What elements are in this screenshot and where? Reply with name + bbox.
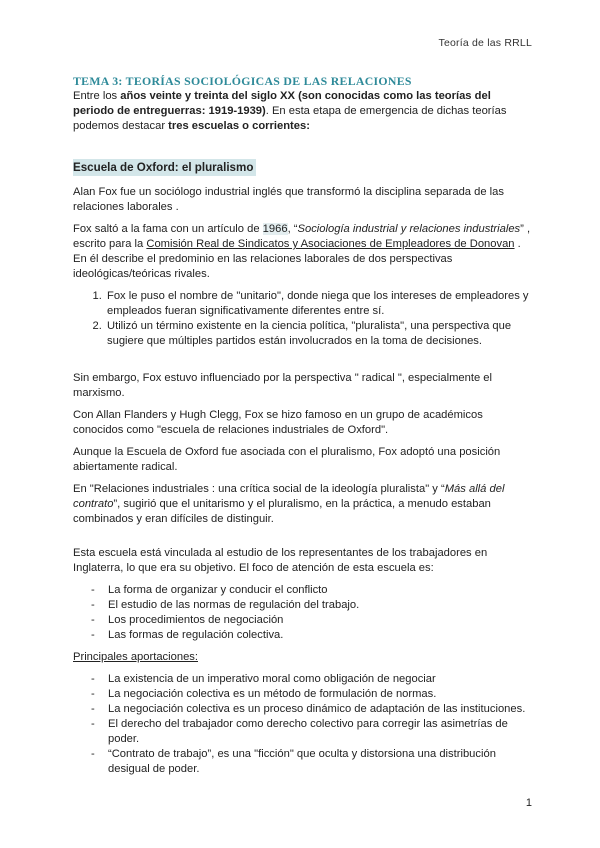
contributions-heading: Principales aportaciones: <box>73 651 198 663</box>
intro-bold-1: años veinte y treinta del siglo XX (son conocidas como las teorías del periodo de entreguerras: 1919-1939) <box>73 90 491 117</box>
text: , “ <box>287 223 298 235</box>
article-title: Sociología industrial y relaciones industriales <box>297 223 521 235</box>
paragraph-fox-intro: Alan Fox fue un sociólogo industrial inglés que transformó la disciplina separada de las relaciones laborales . <box>73 186 504 213</box>
intro-paragraph <box>73 89 531 134</box>
paragraph-works <box>73 482 531 527</box>
spacer <box>73 534 531 546</box>
focus-list <box>73 583 531 643</box>
text: Fox saltó a la fama con un artículo de <box>73 223 263 235</box>
list-item: - La negociación colectiva es un método de formulación de normas. <box>91 687 531 702</box>
contributions-list <box>73 672 531 777</box>
numbered-list <box>73 289 531 349</box>
text: ” , escrito para la <box>73 223 531 250</box>
section-heading-oxford: Escuela de Oxford: el pluralismo <box>73 159 256 176</box>
list-item: - Las formas de regulación colectiva. <box>91 628 531 643</box>
text: En "Relaciones industriales : una crítica social de la ideología pluralista" y “ <box>73 483 445 495</box>
list-item: - La negociación colectiva es un proceso dinámico de adaptación de las instituciones. <box>91 702 531 717</box>
list-item: 2. Utilizó un término existente en la ciencia política, "pluralista", una perspectiva que sugiere que múltiples partidos están involucrados en la toma de decisiones. <box>105 319 531 349</box>
list-item: - El derecho del trabajador como derecho colectivo para corregir las asimetrías de poder. <box>91 717 531 747</box>
text: . En él describe el predominio en las relaciones laborales de dos perspectivas ideológicas/teóricas rivales. <box>73 238 521 280</box>
list-item: - El estudio de las normas de regulación del trabajo. <box>91 598 531 613</box>
chapter-title: TEMA 3: TEORÍAS SOCIOLÓGICAS DE LAS RELACIONES <box>73 74 412 88</box>
list-item: - La forma de organizar y conducir el conflicto <box>91 583 531 598</box>
commission-link[interactable]: Comisión Real de Sindicatos y Asociaciones de Empleadores de Donovan <box>146 238 515 250</box>
intro-text-1: Entre los <box>73 90 121 102</box>
list-item: - “Contrato de trabajo”, es una "ficción" que oculta y distorsiona una distribución desigual de poder. <box>91 747 531 777</box>
list-item: 1. Fox le puso el nombre de "unitario", donde niega que los intereses de empleadores y empleados fueran significativamente diferentes entre sí. <box>105 289 531 319</box>
text: ”, sugirió que el unitarismo y el pluralismo, en la práctica, a menudo estaban combinados y eran difíciles de distinguir. <box>73 498 491 525</box>
list-item: - Los procedimientos de negociación <box>91 613 531 628</box>
spacer <box>73 356 531 371</box>
page-number: 1 <box>525 797 532 809</box>
paragraph-oxford-school: Con Allan Flanders y Hugh Clegg, Fox se hizo famoso en un grupo de académicos conocidos como "escuela de relaciones industriales de Oxford". <box>73 409 483 436</box>
page-header: Teoría de las RRLL <box>438 37 532 49</box>
paragraph-pluralism: Aunque la Escuela de Oxford fue asociada con el pluralismo, Fox adoptó una posición abiertamente radical. <box>73 446 501 473</box>
book-title: Más allá del contrato <box>73 483 505 510</box>
paragraph-fox-article <box>73 222 531 282</box>
intro-text-2: . En esta etapa de emergencia de dichas teorías podemos destacar <box>73 105 507 132</box>
paragraph-focus: Esta escuela está vinculada al estudio de los representantes de los trabajadores en Inglaterra, lo que era su objetivo. El foco de atención de esta escuela es: <box>73 547 488 574</box>
paragraph-radical: Sin embargo, Fox estuvo influenciado por la perspectiva " radical ", especialmente el marxismo. <box>73 372 492 399</box>
list-item: - La existencia de un imperativo moral como obligación de negociar <box>91 672 531 687</box>
intro-bold-2: tres escuelas o corrientes: <box>168 120 310 132</box>
document-body <box>73 74 531 784</box>
year-highlight: 1966 <box>262 223 288 235</box>
